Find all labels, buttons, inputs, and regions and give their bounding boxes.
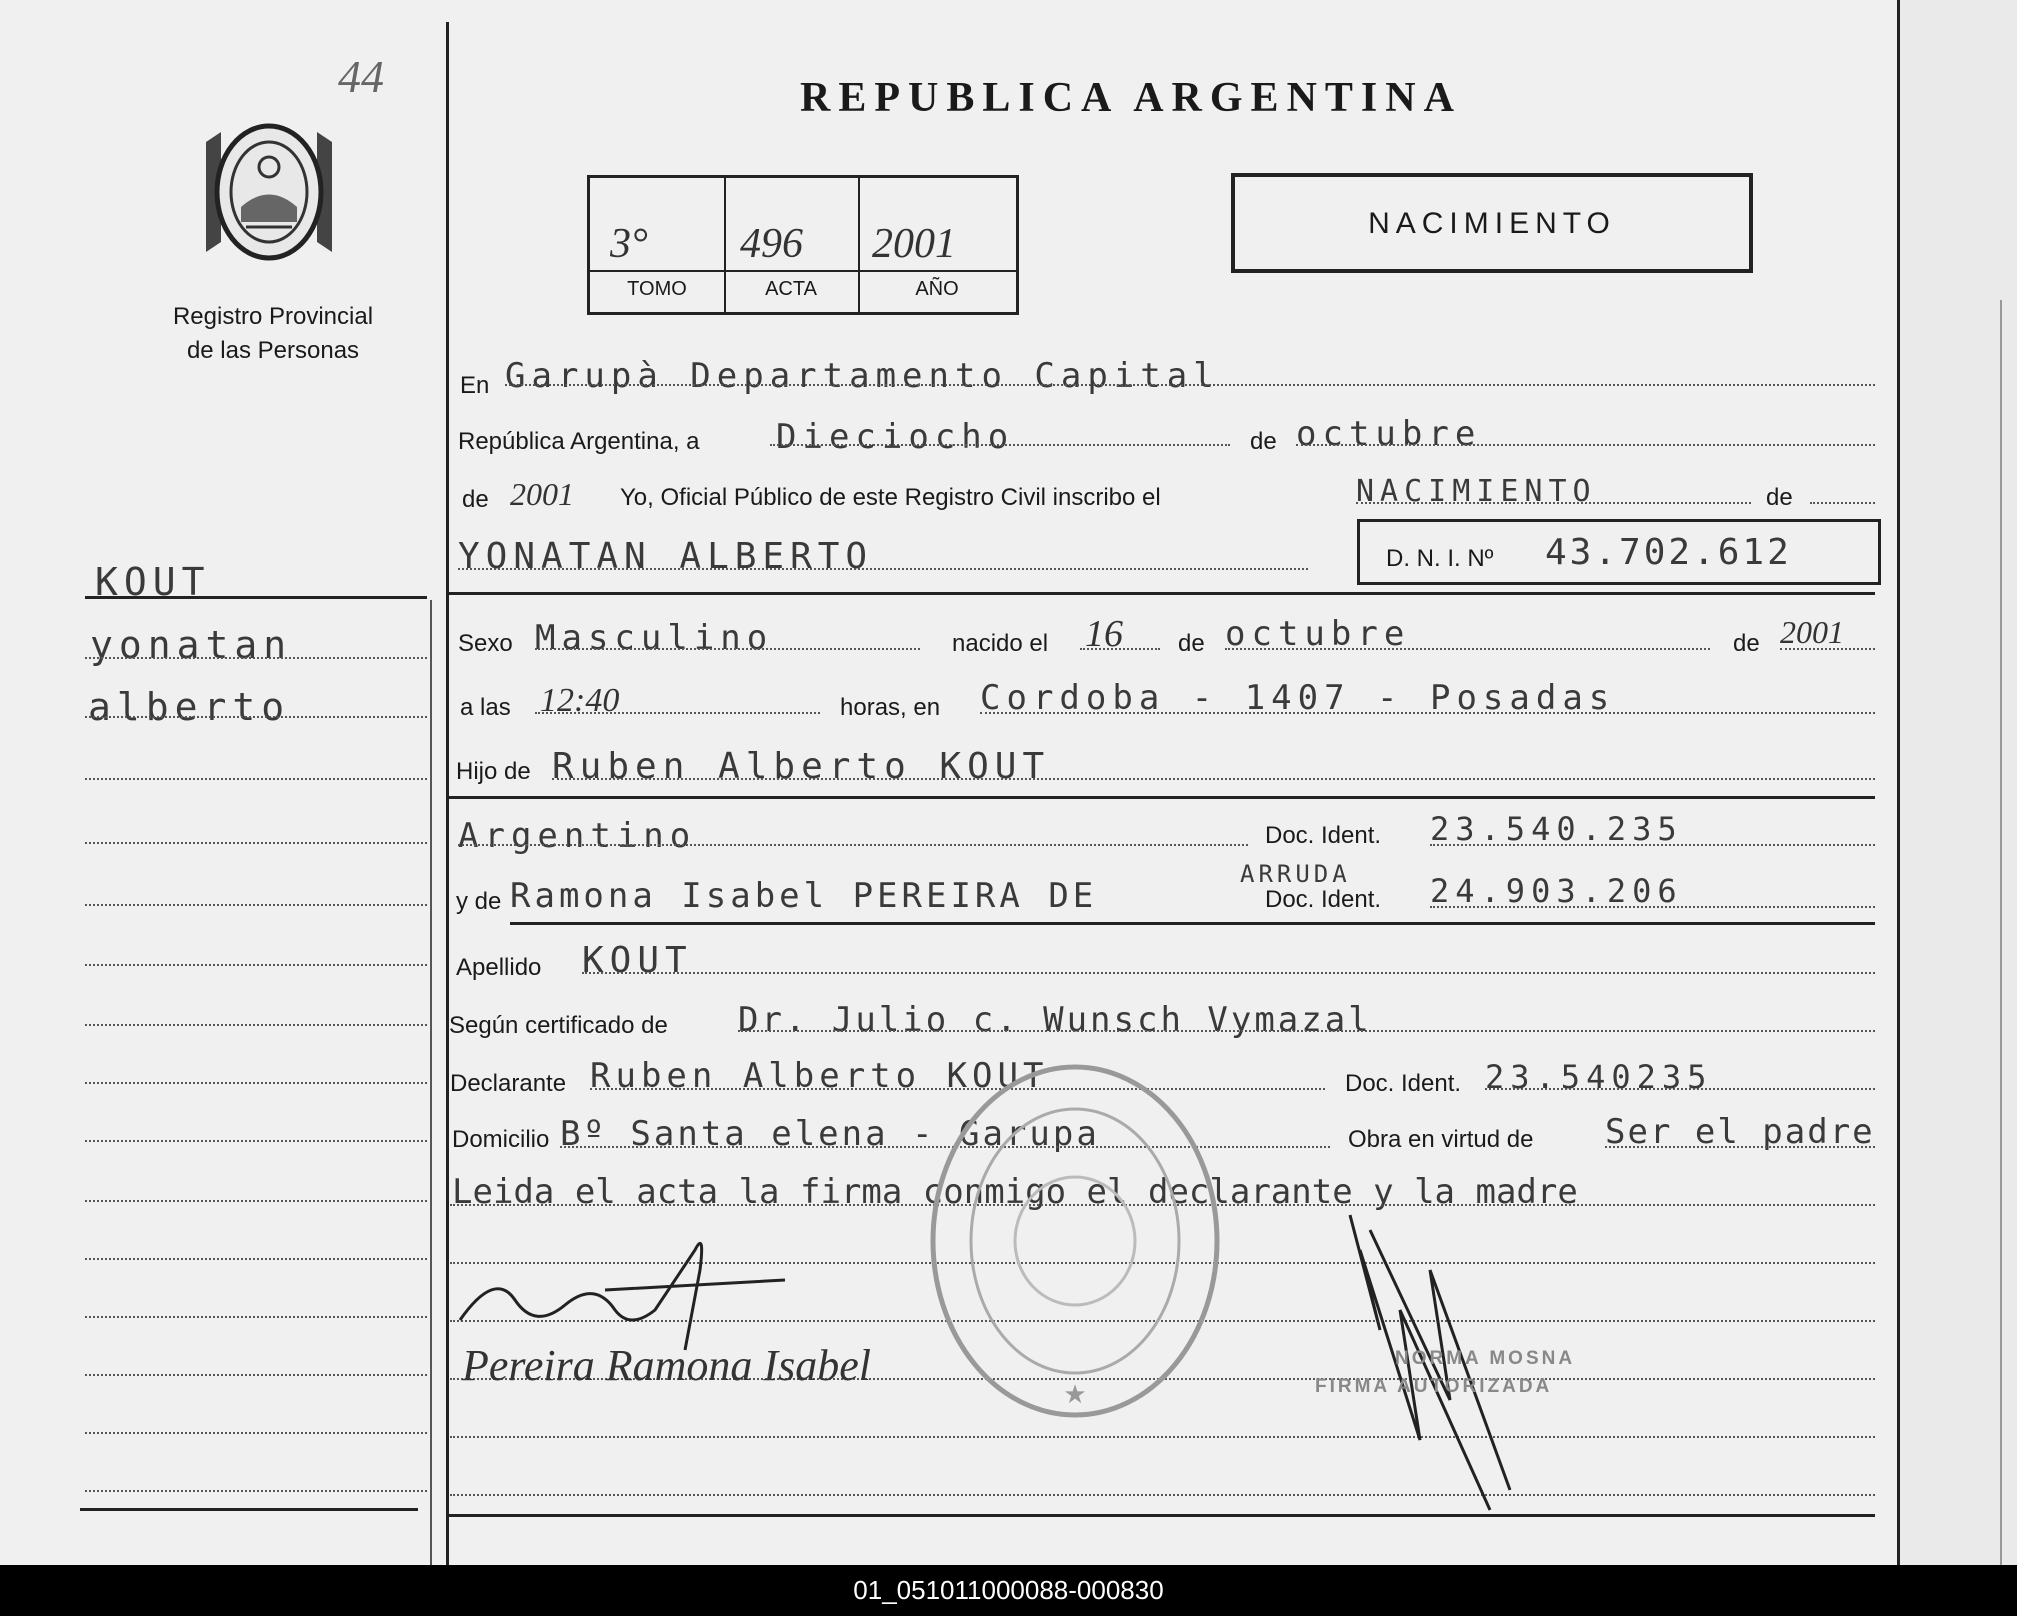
padre-doc: 23.540.235 [1430, 810, 1683, 848]
act-type-box [1231, 173, 1753, 273]
nacido-month: octubre [1225, 614, 1411, 654]
official-stamp-line2: FIRMA AUTORIZADA [1315, 1376, 1553, 1397]
yde-label: y de [456, 888, 502, 915]
section-rule-3 [510, 922, 1875, 925]
registro-value: NACIMIENTO [1356, 474, 1597, 509]
year-value: 2001 [510, 476, 574, 512]
segun-label: Según certificado de [449, 1012, 668, 1039]
declarante-label: Declarante [450, 1070, 567, 1097]
obra-label: Obra en virtud de [1348, 1126, 1534, 1153]
en-label: En [460, 372, 490, 399]
padre-nac: Argentino [458, 816, 697, 856]
acta-label: ACTA [765, 278, 817, 300]
madre-extra: ARRUDA [1240, 860, 1351, 888]
ano-label: AÑO [915, 278, 959, 300]
section-rule-1 [449, 592, 1875, 595]
margin-rule-1 [85, 596, 427, 599]
month-value: octubre [1296, 414, 1482, 454]
page-number: 44 [338, 51, 384, 102]
de-label4: de [1733, 630, 1760, 657]
official-stamp [1315, 1348, 1575, 1398]
footer-code: 01_051011000088-000830 [0, 1565, 2017, 1616]
left-margin-rule [446, 22, 449, 1565]
declarante-value: Ruben Alberto KOUT [590, 1056, 1049, 1096]
day-value: Dieciocho [776, 417, 1015, 457]
madre-value: Ramona Isabel PEREIRA DE [510, 876, 1098, 916]
provincial-seal-icon [196, 112, 342, 272]
padre-value: Ruben Alberto KOUT [552, 746, 1051, 787]
signature-name: Pereira Ramona Isabel [462, 1341, 871, 1390]
section-rule-2 [449, 796, 1875, 799]
registry-stamp-icon [926, 1058, 1224, 1424]
sexo-value: Masculino [535, 618, 774, 658]
doc-label3: Doc. Ident. [1345, 1070, 1462, 1097]
margin-name2: alberto [88, 685, 291, 729]
de-label3: de [1178, 630, 1205, 657]
apellido-value: KOUT [582, 940, 693, 981]
child-name: YONATAN ALBERTO [458, 536, 874, 577]
horas-label: horas, en [840, 694, 941, 721]
acta-value: 496 [740, 221, 803, 267]
nacido-day: 16 [1085, 613, 1123, 655]
dni-label: D. N. I. Nº [1386, 545, 1494, 572]
apellido-label: Apellido [456, 954, 542, 981]
alas-label: a las [460, 694, 511, 721]
leida-value: Leida el acta la firma conmigo el declarante y la madre [452, 1172, 1578, 1212]
margin-inner-rule [430, 600, 432, 1565]
svg-text:★: ★ [1063, 1379, 1087, 1409]
registry-line2: de las Personas [186, 337, 360, 364]
tomo-label: TOMO [627, 278, 687, 300]
domicilio-label: Domicilio [452, 1126, 550, 1153]
nacido-year: 2001 [1780, 614, 1844, 650]
lugar-value: Cordoba - 1407 - Posadas [980, 678, 1616, 718]
madre-doc: 24.903.206 [1430, 872, 1683, 910]
en-value: Garupà Departamento Capital [505, 356, 1220, 396]
registry-line1: Registro Provincial [172, 303, 374, 330]
registry-name [150, 300, 396, 368]
nacido-label: nacido el [952, 630, 1049, 657]
bottom-rule [449, 1514, 1875, 1517]
year-prefix: de [462, 486, 489, 513]
margin-rule-bottom [80, 1508, 418, 1511]
de-label: de [1250, 428, 1277, 455]
tomo-value: 3° [610, 221, 648, 267]
hora-value: 12:40 [540, 682, 620, 719]
doc-label: Doc. Ident. [1265, 822, 1382, 849]
act-type-label: NACIMIENTO [1368, 207, 1616, 240]
segun-value: Dr. Julio c. Wunsch Vymazal [738, 1000, 1372, 1040]
rep-label: República Argentina, a [458, 428, 700, 455]
dni-box [1357, 519, 1881, 585]
margin-name1: yonatan [90, 623, 293, 667]
sexo-label: Sexo [458, 630, 513, 657]
registro-text: Yo, Oficial Público de este Registro Civil inscribo el [620, 484, 1161, 511]
domicilio-value: Bº Santa elena - Garupa [560, 1114, 1100, 1154]
declarante-doc: 23.540235 [1485, 1058, 1713, 1096]
ano-value: 2001 [872, 221, 956, 267]
hijo-label: Hijo de [456, 758, 531, 785]
de-label2: de [1766, 484, 1793, 511]
tomo-acta-box [587, 175, 1019, 315]
official-stamp-line1: NORMA MOSNA [1395, 1348, 1576, 1369]
dni-value: 43.702.612 [1545, 532, 1792, 573]
margin-surname: KOUT [95, 560, 211, 604]
doc-label2: Doc. Ident. [1265, 886, 1382, 913]
obra-value: Ser el padre [1605, 1112, 1875, 1152]
next-page-rule [2000, 300, 2002, 1565]
country-title: REPUBLICA ARGENTINA [800, 75, 1462, 121]
mother-signature-icon [455, 1210, 815, 1360]
